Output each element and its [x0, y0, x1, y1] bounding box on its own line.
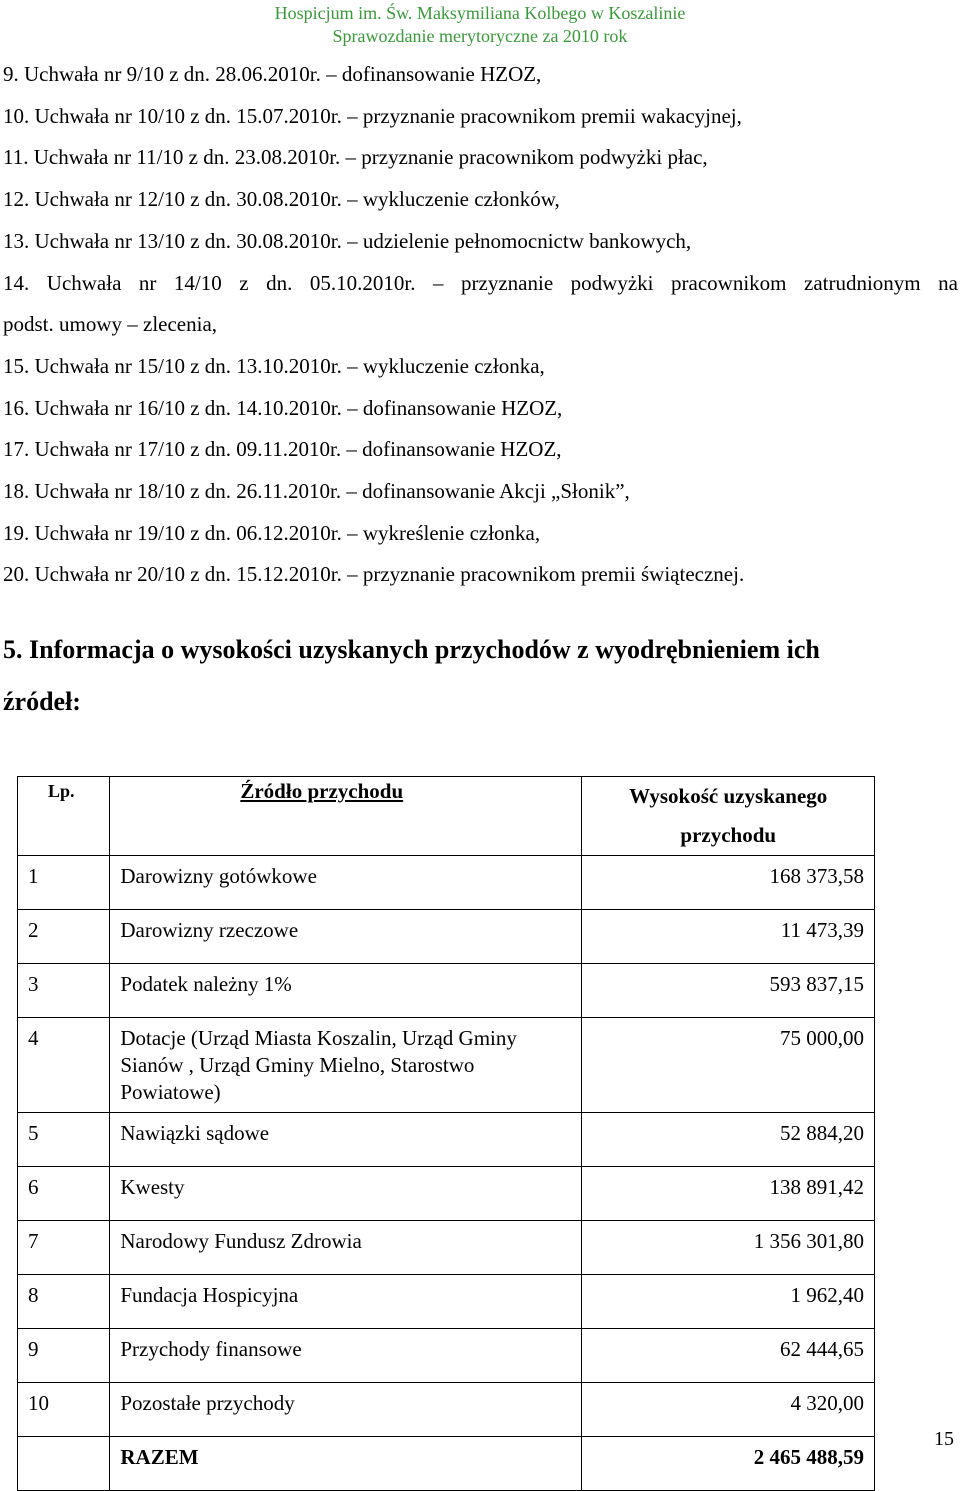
row-amount: 1 962,40 — [582, 1275, 875, 1329]
row-lp: 8 — [18, 1275, 110, 1329]
header-report-title: Sprawozdanie merytoryczne za 2010 rok — [332, 26, 628, 46]
header-amount-line1: Wysokość uzyskanego — [629, 784, 828, 808]
header-amount-line2: przychodu — [680, 823, 777, 847]
table-row — [18, 1221, 875, 1275]
row-source: Przychody finansowe — [110, 1329, 582, 1383]
table-row — [18, 964, 875, 1018]
list-item: 19. Uchwała nr 19/10 z dn. 06.12.2010r. – wykreślenie członka, — [3, 520, 541, 545]
section-heading: 5. Informacja o wysokości uzyskanych przychodów z wyodrębnieniem ich źródeł: — [3, 635, 820, 716]
row-source: Dotacje (Urząd Miasta Koszalin, Urząd Gminy Sianów , Urząd Gminy Mielno, Starostwo Powiatowe) — [110, 1018, 582, 1113]
row-lp: 2 — [18, 910, 110, 964]
table-row — [18, 1113, 875, 1167]
list-item: 16. Uchwała nr 16/10 z dn. 14.10.2010r. – dofinansowanie HZOZ, — [3, 395, 563, 420]
income-table — [17, 776, 875, 1491]
row-source: Pozostałe przychody — [110, 1383, 582, 1437]
row-lp: 10 — [18, 1383, 110, 1437]
total-label: RAZEM — [110, 1437, 582, 1491]
list-item: 17. Uchwała nr 17/10 z dn. 09.11.2010r. – dofinansowanie HZOZ, — [3, 437, 562, 462]
list-item: 11. Uchwała nr 11/10 z dn. 23.08.2010r. – przyznanie pracownikom podwyżki płac, — [3, 145, 708, 170]
row-lp: 6 — [18, 1167, 110, 1221]
table-header-row — [18, 777, 875, 856]
total-lp — [18, 1437, 110, 1491]
table-total-row — [18, 1437, 875, 1491]
table-row — [18, 1275, 875, 1329]
header-amount — [582, 777, 875, 856]
header-lp: Lp. — [18, 777, 110, 856]
table-row — [18, 856, 875, 910]
list-item: 13. Uchwała nr 13/10 z dn. 30.08.2010r. – udzielenie pełnomocnictw bankowych, — [3, 228, 692, 253]
row-source: Narodowy Fundusz Zdrowia — [110, 1221, 582, 1275]
row-lp: 7 — [18, 1221, 110, 1275]
table-row — [18, 1167, 875, 1221]
row-lp: 9 — [18, 1329, 110, 1383]
row-amount: 138 891,42 — [582, 1167, 875, 1221]
table-row — [18, 1018, 875, 1113]
list-item: 9. Uchwała nr 9/10 z dn. 28.06.2010r. – dofinansowanie HZOZ, — [3, 62, 542, 86]
resolutions-list — [3, 54, 958, 596]
row-amount: 52 884,20 — [582, 1113, 875, 1167]
header-source — [110, 777, 582, 856]
page-header — [0, 2, 960, 48]
row-amount: 62 444,65 — [582, 1329, 875, 1383]
list-item: 12. Uchwała nr 12/10 z dn. 30.08.2010r. – wykluczenie członków, — [3, 187, 560, 212]
header-source-label: Źródło przychodu — [240, 779, 404, 803]
row-amount: 75 000,00 — [582, 1018, 875, 1113]
row-lp: 5 — [18, 1113, 110, 1167]
page-number: 15 — [934, 1428, 954, 1450]
header-organization: Hospicjum im. Św. Maksymiliana Kolbego w Koszalinie — [274, 3, 686, 23]
row-source: Podatek należny 1% — [110, 964, 582, 1018]
list-item: 14. Uchwała nr 14/10 z dn. 05.10.2010r. – przyznanie podwyżki pracownikom zatrudnionym na — [3, 270, 958, 295]
total-amount: 2 465 488,59 — [582, 1437, 875, 1491]
list-item: 15. Uchwała nr 15/10 z dn. 13.10.2010r. – wykluczenie członka, — [3, 353, 545, 378]
row-amount: 168 373,58 — [582, 856, 875, 910]
row-source: Darowizny gotówkowe — [110, 856, 582, 910]
table-row — [18, 1383, 875, 1437]
list-item: 20. Uchwała nr 20/10 z dn. 15.12.2010r. – przyznanie pracownikom premii świątecznej. — [3, 562, 745, 587]
list-item: 18. Uchwała nr 18/10 z dn. 26.11.2010r. – dofinansowanie Akcji „Słonik”, — [3, 479, 630, 504]
row-amount: 4 320,00 — [582, 1383, 875, 1437]
row-lp: 1 — [18, 856, 110, 910]
list-item-continuation: podst. umowy – zlecenia, — [3, 312, 218, 337]
table-row — [18, 1329, 875, 1383]
row-amount: 11 473,39 — [582, 910, 875, 964]
row-lp: 3 — [18, 964, 110, 1018]
row-source: Fundacja Hospicyjna — [110, 1275, 582, 1329]
list-item: 10. Uchwała nr 10/10 z dn. 15.07.2010r. – przyznanie pracownikom premii wakacyjnej, — [3, 103, 742, 128]
table-row — [18, 910, 875, 964]
row-source: Darowizny rzeczowe — [110, 910, 582, 964]
row-source: Nawiązki sądowe — [110, 1113, 582, 1167]
row-lp: 4 — [18, 1018, 110, 1113]
row-amount: 593 837,15 — [582, 964, 875, 1018]
row-amount: 1 356 301,80 — [582, 1221, 875, 1275]
row-source: Kwesty — [110, 1167, 582, 1221]
